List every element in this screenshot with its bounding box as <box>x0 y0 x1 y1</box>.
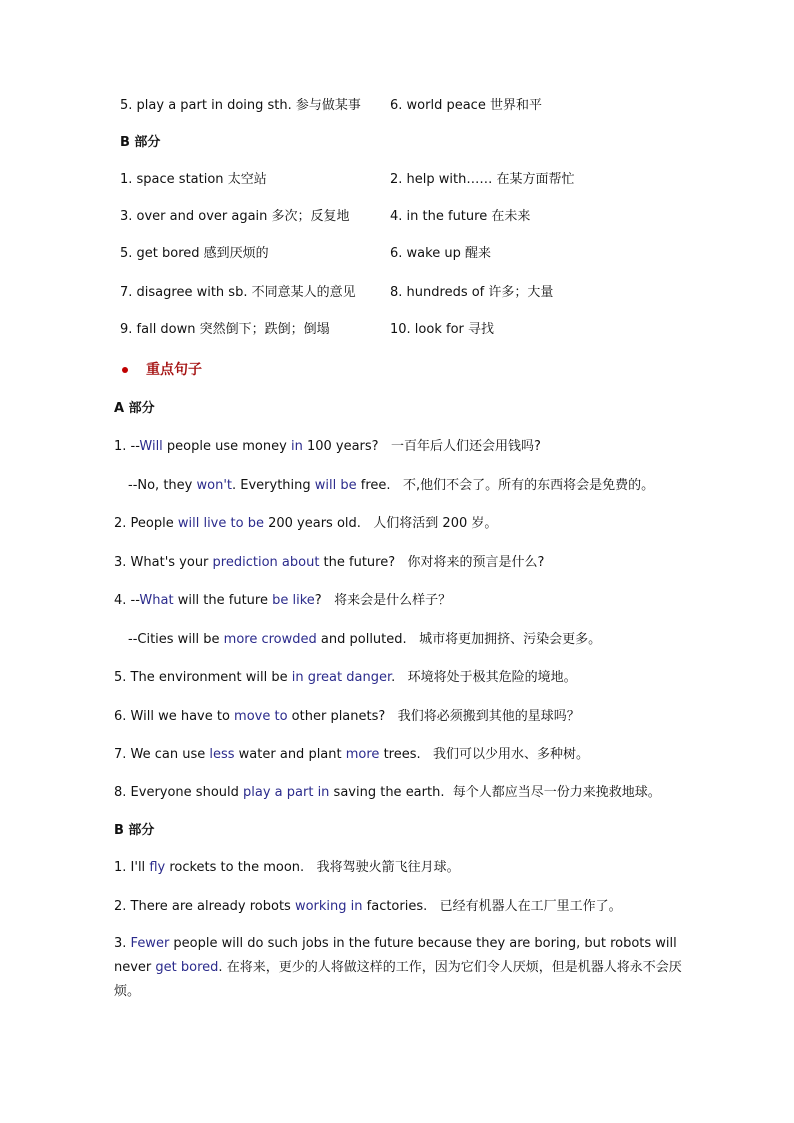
text-segment: 3. What's your <box>114 555 213 570</box>
phrase-en: 5. play a part in doing sth. <box>120 98 292 113</box>
text-segment: . <box>218 960 223 975</box>
text-segment: 4. -- <box>114 593 140 608</box>
text-segment: 人们将活到 200 岁。 <box>373 516 498 531</box>
text-segment: 突然倒下；跌倒；倒塌 <box>199 322 330 337</box>
text-segment: 醒来 <box>464 246 491 261</box>
sentence-b-2 <box>114 899 622 915</box>
sentence-a-5 <box>114 670 577 686</box>
phrase-b-5 <box>120 246 269 262</box>
highlight-text: working in <box>294 899 363 914</box>
phrase-b-9 <box>120 322 330 338</box>
text-segment: 不,他们不会了。所有的东西将会是免费的。 <box>402 478 655 493</box>
phrase-b-1 <box>120 172 267 188</box>
text-segment: other planets? <box>287 709 386 724</box>
text-segment: 6. wake up <box>390 246 461 261</box>
text-segment: rockets to the moon. <box>165 860 305 875</box>
text-segment: 城市将更加拥挤、污染会更多。 <box>419 632 602 647</box>
phrase-a-5 <box>120 98 361 114</box>
phrase-zh: 世界和平 <box>489 98 542 113</box>
highlight-text: What <box>139 593 174 608</box>
text-segment: 已经有机器人在工厂里工作了。 <box>439 899 622 914</box>
text-segment: free. <box>356 478 391 493</box>
section-b-title: B 部分 <box>114 823 155 838</box>
sentence-a-8 <box>114 785 661 801</box>
text-segment: 寻找 <box>468 322 495 337</box>
phrase-b-7 <box>120 285 356 301</box>
sentence-a-4a <box>114 593 451 609</box>
text-segment: 在某方面帮忙 <box>496 172 575 187</box>
sentence-a-1b <box>128 478 654 494</box>
section-a-title: A 部分 <box>114 401 155 416</box>
key-sentences-title: 重点句子 <box>146 362 202 378</box>
highlight-text: be like <box>272 593 315 608</box>
highlight-text: play a part in <box>243 785 330 800</box>
highlight-text: more crowded <box>223 632 317 647</box>
text-segment: 不同意某人的意见 <box>251 285 356 300</box>
phrase-b-4 <box>390 209 530 225</box>
text-segment: 2. There are already robots <box>114 899 295 914</box>
text-segment: 2. help with…… <box>390 172 493 187</box>
text-segment: 3. over and over again <box>120 209 268 224</box>
text-segment: 1. space station <box>120 172 224 187</box>
section-b-phrases-title: B 部分 <box>120 135 161 150</box>
highlight-text: fly <box>149 860 166 875</box>
text-segment: will the future <box>173 593 273 608</box>
text-segment: 将来会是什么样子？ <box>334 593 452 608</box>
text-segment: 2. People <box>114 516 178 531</box>
highlight-text: in great danger <box>291 670 392 685</box>
text-segment: 7. disagree with sb. <box>120 285 248 300</box>
text-segment: 一百年后人们还会用钱吗? <box>390 439 541 454</box>
highlight-text: move to <box>234 709 288 724</box>
highlight-text: prediction about <box>212 555 320 570</box>
highlight-text: more <box>345 747 380 762</box>
text-segment: trees. <box>379 747 421 762</box>
sentence-a-6 <box>114 709 580 725</box>
highlight-text: will be <box>314 478 357 493</box>
phrase-b-6 <box>390 246 491 262</box>
text-segment: saving the earth. <box>329 785 445 800</box>
text-segment: . Everything <box>232 478 315 493</box>
text-segment: 8. hundreds of <box>390 285 485 300</box>
text-segment: 9. fall down <box>120 322 196 337</box>
text-segment: --Cities will be <box>128 632 224 647</box>
text-segment: 我们将必须搬到其他的星球吗？ <box>397 709 580 724</box>
text-segment: 环境将处于极其危险的境地。 <box>407 670 577 685</box>
sentence-a-2 <box>114 516 497 532</box>
text-segment: 100 years? <box>302 439 379 454</box>
text-segment: 每个人都应当尽一份力来挽救地球。 <box>452 785 661 800</box>
phrase-b-10 <box>390 322 494 338</box>
text-segment: 许多；大量 <box>488 285 554 300</box>
phrase-en: 6. world peace <box>390 98 486 113</box>
text-segment: 我们可以少用水、多种树。 <box>433 747 590 762</box>
text-segment: and polluted. <box>316 632 407 647</box>
text-segment: 1. I'll <box>114 860 150 875</box>
text-segment: 多次；反复地 <box>271 209 350 224</box>
text-segment: water and plant <box>234 747 346 762</box>
text-segment: 在未来 <box>491 209 531 224</box>
text-segment: . <box>391 670 396 685</box>
text-segment: 你对将来的预言是什么? <box>407 555 545 570</box>
phrase-a-6 <box>390 98 542 114</box>
highlight-text: will live to be <box>177 516 264 531</box>
text-segment: 在将来，更少的人将做这样的工作，因为它们令人厌烦，但是机器人将永不会厌烦。 <box>114 960 682 999</box>
text-segment: 5. get bored <box>120 246 200 261</box>
highlight-text: in <box>290 439 303 454</box>
phrase-b-2 <box>390 172 575 188</box>
bullet-icon <box>122 367 128 373</box>
highlight-text: get bored <box>155 960 219 975</box>
highlight-text: Fewer <box>130 936 170 951</box>
sentence-a-1a <box>114 439 541 455</box>
sentence-a-7 <box>114 747 589 763</box>
text-segment: 8. Everyone should <box>114 785 244 800</box>
highlight-text: less <box>209 747 235 762</box>
text-segment: people will do such jobs in the future because they are boring, but robots will never <box>114 936 677 975</box>
text-segment: 200 years old. <box>263 516 361 531</box>
text-segment: the future? <box>319 555 396 570</box>
text-segment: 5. The environment will be <box>114 670 292 685</box>
text-segment: 3. <box>114 936 131 951</box>
text-segment: 太空站 <box>227 172 267 187</box>
text-segment: 10. look for <box>390 322 464 337</box>
phrase-zh: 参与做某事 <box>295 98 361 113</box>
text-segment: 4. in the future <box>390 209 488 224</box>
text-segment: 7. We can use <box>114 747 210 762</box>
phrase-b-8 <box>390 285 553 301</box>
text-segment: ? <box>314 593 322 608</box>
text-segment: factories. <box>362 899 428 914</box>
highlight-text: Will <box>139 439 163 454</box>
text-segment: --No, they <box>128 478 197 493</box>
text-segment: 6. Will we have to <box>114 709 235 724</box>
text-segment: 感到厌烦的 <box>203 246 269 261</box>
highlight-text: won't <box>196 478 232 493</box>
sentence-b-1 <box>114 860 460 876</box>
sentence-a-4b <box>128 632 601 648</box>
sentence-b-3 <box>114 932 689 1004</box>
text-segment: 1. -- <box>114 439 140 454</box>
text-segment: 我将驾驶火箭飞往月球。 <box>316 860 460 875</box>
text-segment: people use money <box>162 439 291 454</box>
phrase-b-3 <box>120 209 350 225</box>
sentence-a-3 <box>114 555 544 571</box>
